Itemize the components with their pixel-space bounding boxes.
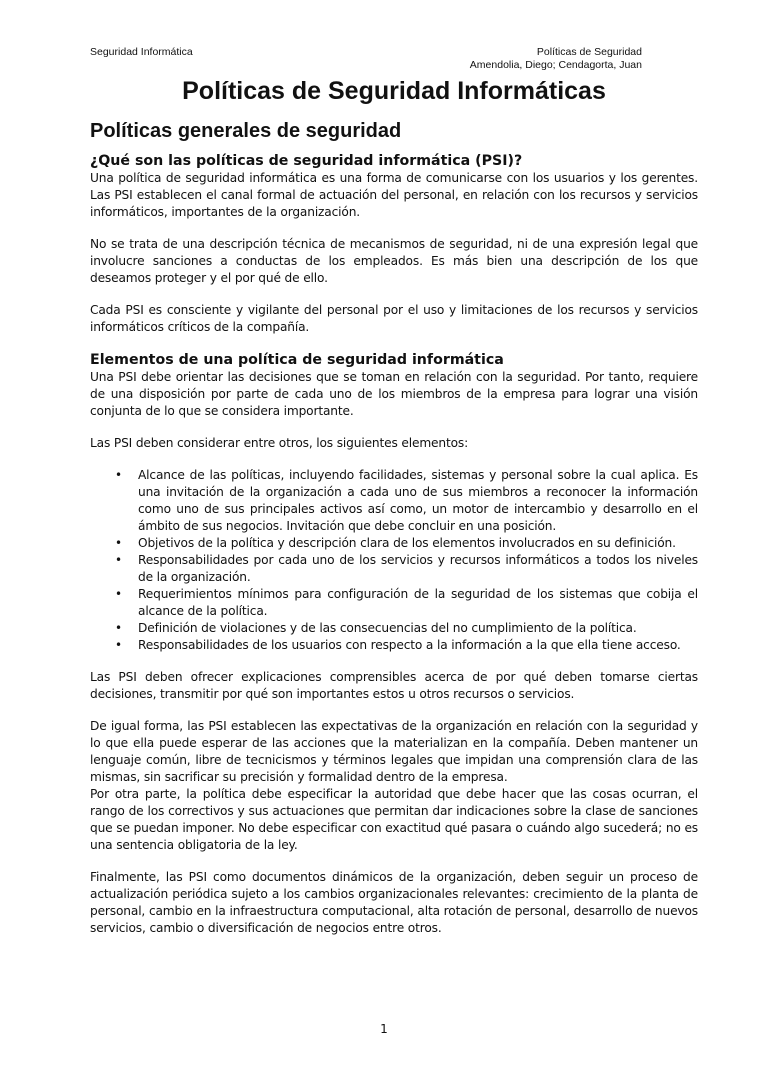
subsection-heading-psi: ¿Qué son las políticas de seguridad informática (PSI)?: [90, 153, 523, 169]
paragraph: Cada PSI es consciente y vigilante del personal por el uso y limitaciones de los recursos y servicios informáticos críticos de la compañía.: [90, 303, 698, 334]
paragraph: Una política de seguridad informática es una forma de comunicarse con los usuarios y los gerentes. Las PSI establecen el canal formal de actuación del personal, en relación con los recursos y servicios informáticos, importantes de la organización.: [90, 171, 698, 219]
list-item: [115, 552, 698, 586]
paragraph: No se trata de una descripción técnica de mecanismos de seguridad, ni de una expresión legal que involucre sanciones a conductas de los empleados. Es más bien una descripción de los que deseamos proteger y el por qué de ello.: [90, 237, 698, 285]
header-right-line1: Políticas de Seguridad: [536, 46, 642, 58]
elements-list: [90, 467, 698, 654]
paragraph: Por otra parte, la política debe especificar la autoridad que debe hacer que las cosas ocurran, el rango de los correctivos y sus actuaciones que permitan dar indicaciones sobre la clase de sanciones que se puedan imponer. No debe especificar con exactitud qué pasara o cuándo algo sucederá; no es una sentencia obligatoria de la ley.: [90, 787, 698, 852]
section-heading: Políticas generales de seguridad: [90, 120, 402, 142]
list-item-text: Objetivos de la política y descripción clara de los elementos involucrados en su definición.: [138, 536, 676, 550]
bullet-icon: •: [115, 621, 122, 635]
document-title: Políticas de Seguridad Informáticas: [182, 77, 606, 105]
document-content: [90, 118, 698, 952]
bullet-icon: •: [115, 468, 122, 482]
header-right-line2: Amendolia, Diego; Cendagorta, Juan: [469, 59, 642, 71]
bullet-icon: •: [115, 536, 122, 550]
list-item: [115, 467, 698, 535]
list-item-text: Responsabilidades por cada uno de los servicios y recursos informáticos a todos los niveles de la organización.: [138, 553, 698, 584]
list-item-text: Definición de violaciones y de las consecuencias del no cumplimiento de la política.: [138, 621, 637, 635]
paragraph: Finalmente, las PSI como documentos dinámicos de la organización, deben seguir un proceso de actualización periódica sujeto a los cambios organizacionales relevantes: crecimiento de la planta de personal, cambio en la infraestructura computacional, alta rotación de personal, desarrollo de nuevos servicios, cambio o diversificación de negocios entre otros.: [90, 870, 698, 935]
list-item: [115, 620, 698, 637]
paragraph: De igual forma, las PSI establecen las expectativas de la organización en relación con la seguridad y lo que ella puede esperar de las acciones que la materializan en la compañía. Deben mantener un lenguaje común, libre de tecnicismos y términos legales que impidan una comprensión clara de las mismas, sin sacrificar su precisión y formalidad dentro de la empresa.: [90, 719, 698, 784]
list-item: [115, 637, 698, 654]
list-item-text: Requerimientos mínimos para configuración de la seguridad de los sistemas que cobija el alcance de la política.: [138, 587, 698, 618]
list-item: [115, 586, 698, 620]
page-header: [90, 46, 642, 76]
bullet-icon: •: [115, 553, 122, 567]
list-item-text: Alcance de las políticas, incluyendo facilidades, sistemas y personal sobre la cual aplica. Es una invitación de la organización a cada uno de sus miembros a reconocer la información como uno de sus principales activos así como, un motor de intercambio y desarrollo en el ámbito de sus negocios. Invitación que debe concluir en una posición.: [138, 468, 698, 533]
bullet-icon: •: [115, 638, 122, 652]
paragraph: Las PSI deben ofrecer explicaciones comprensibles acerca de por qué deben tomarse ciertas decisiones, transmitir por qué son importantes estos u otros recursos o servicios.: [90, 670, 698, 701]
list-item: [115, 535, 698, 552]
header-right: [470, 46, 642, 72]
bullet-icon: •: [115, 587, 122, 601]
paragraph: Las PSI deben considerar entre otros, los siguientes elementos:: [90, 436, 469, 450]
page-number: 1: [380, 1022, 388, 1036]
subsection-heading-elements: Elementos de una política de seguridad informática: [90, 352, 504, 368]
header-left: Seguridad Informática: [90, 46, 193, 58]
list-item-text: Responsabilidades de los usuarios con respecto a la información a la que ella tiene acceso.: [138, 638, 681, 652]
paragraph: Una PSI debe orientar las decisiones que se toman en relación con la seguridad. Por tanto, requiere de una disposición por parte de cada uno de los miembros de la empresa para lograr una visión conjunta de lo que se considera importante.: [90, 370, 698, 418]
